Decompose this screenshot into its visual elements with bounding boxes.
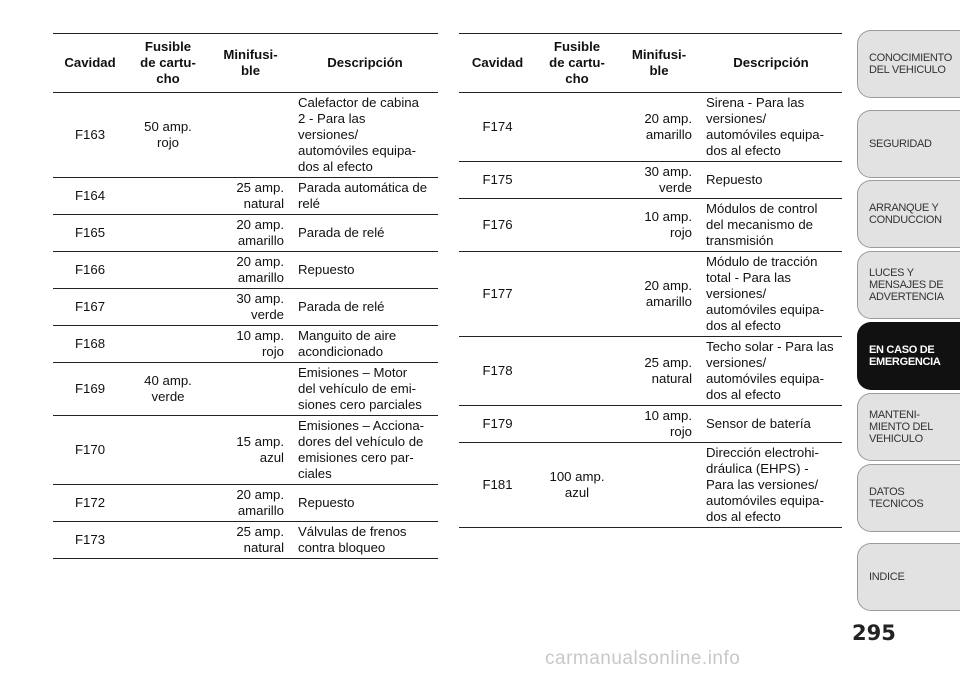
cell-fusible-cartucho xyxy=(536,93,618,162)
page-number: 295 xyxy=(852,621,896,645)
cell-minifusible: 20 amp. amarillo xyxy=(618,93,700,162)
watermark: carmanualsonline.info xyxy=(545,648,741,669)
cell-cavidad: F173 xyxy=(53,522,127,559)
tab-luces-y[interactable]: LUCES Y MENSAJES DE ADVERTENCIA xyxy=(857,251,960,319)
cell-minifusible: 10 amp. rojo xyxy=(618,199,700,252)
cell-cavidad: F167 xyxy=(53,289,127,326)
cell-fusible-cartucho xyxy=(127,416,209,485)
table-row xyxy=(459,199,842,252)
cell-cavidad: F177 xyxy=(459,252,536,337)
cell-cavidad: F165 xyxy=(53,215,127,252)
cell-descripcion: Emisiones – Motor del vehículo de emi- siones cero parciales xyxy=(292,363,438,416)
table-row xyxy=(53,485,438,522)
table-header-row xyxy=(459,34,842,93)
cell-cavidad: F174 xyxy=(459,93,536,162)
cell-fusible-cartucho xyxy=(536,406,618,443)
table-row xyxy=(459,443,842,528)
fuse-table-left xyxy=(53,33,438,559)
cell-minifusible: 15 amp. azul xyxy=(209,416,292,485)
cell-fusible-cartucho xyxy=(127,178,209,215)
cell-minifusible: 20 amp. amarillo xyxy=(618,252,700,337)
header-fusible-cartucho: Fusible de cartu- cho xyxy=(127,34,209,93)
cell-fusible-cartucho: 50 amp. rojo xyxy=(127,93,209,178)
cell-descripcion: Parada de relé xyxy=(292,289,438,326)
cell-descripcion: Repuesto xyxy=(292,252,438,289)
cell-cavidad: F178 xyxy=(459,337,536,406)
cell-fusible-cartucho: 100 amp. azul xyxy=(536,443,618,528)
cell-descripcion: Dirección electrohi- dráulica (EHPS) - Para las versiones/ automóviles equipa- dos al efecto xyxy=(700,443,842,528)
cell-descripcion: Módulos de control del mecanismo de transmisión xyxy=(700,199,842,252)
table-row xyxy=(459,93,842,162)
table-row xyxy=(459,252,842,337)
cell-cavidad: F168 xyxy=(53,326,127,363)
cell-fusible-cartucho xyxy=(536,199,618,252)
cell-fusible-cartucho xyxy=(127,252,209,289)
header-minifusible: Minifusi- ble xyxy=(618,34,700,93)
table-row xyxy=(53,93,438,178)
cell-cavidad: F179 xyxy=(459,406,536,443)
tab-datos[interactable]: DATOS TECNICOS xyxy=(857,464,960,532)
table-row xyxy=(53,326,438,363)
cell-minifusible xyxy=(209,93,292,178)
tab-manteni[interactable]: MANTENI- MIENTO DEL VEHICULO xyxy=(857,393,960,461)
tab-conocimiento[interactable]: CONOCIMIENTO DEL VEHICULO xyxy=(857,30,960,98)
tab-en-caso-de[interactable]: EN CASO DE EMERGENCIA xyxy=(857,322,960,390)
cell-cavidad: F164 xyxy=(53,178,127,215)
header-minifusible: Minifusi- ble xyxy=(209,34,292,93)
cell-fusible-cartucho xyxy=(536,162,618,199)
cell-fusible-cartucho xyxy=(127,485,209,522)
cell-fusible-cartucho xyxy=(127,522,209,559)
table-row xyxy=(53,522,438,559)
header-descripcion: Descripción xyxy=(292,34,438,93)
cell-descripcion: Emisiones – Acciona- dores del vehículo de emisiones cero par- ciales xyxy=(292,416,438,485)
table-row xyxy=(53,252,438,289)
table-row xyxy=(53,289,438,326)
cell-fusible-cartucho xyxy=(127,289,209,326)
table-header-row xyxy=(53,34,438,93)
cell-cavidad: F169 xyxy=(53,363,127,416)
cell-minifusible: 10 amp. rojo xyxy=(209,326,292,363)
cell-minifusible: 20 amp. amarillo xyxy=(209,252,292,289)
cell-fusible-cartucho xyxy=(536,252,618,337)
header-descripcion: Descripción xyxy=(700,34,842,93)
cell-fusible-cartucho xyxy=(536,337,618,406)
fuse-table-right xyxy=(459,33,842,528)
cell-descripcion: Módulo de tracción total - Para las versiones/ automóviles equipa- dos al efecto xyxy=(700,252,842,337)
cell-descripcion: Repuesto xyxy=(292,485,438,522)
cell-cavidad: F176 xyxy=(459,199,536,252)
cell-cavidad: F175 xyxy=(459,162,536,199)
table-row xyxy=(53,178,438,215)
table-row xyxy=(459,406,842,443)
cell-descripcion: Parada de relé xyxy=(292,215,438,252)
cell-minifusible xyxy=(209,363,292,416)
cell-fusible-cartucho xyxy=(127,215,209,252)
tab-arranque-y[interactable]: ARRANQUE Y CONDUCCION xyxy=(857,180,960,248)
cell-minifusible: 25 amp. natural xyxy=(209,178,292,215)
tab-indice[interactable]: INDICE xyxy=(857,543,960,611)
cell-fusible-cartucho xyxy=(127,326,209,363)
table-row xyxy=(53,215,438,252)
cell-cavidad: F172 xyxy=(53,485,127,522)
cell-descripcion: Calefactor de cabina 2 - Para las versiones/ automóviles equipa- dos al efecto xyxy=(292,93,438,178)
cell-minifusible: 25 amp. natural xyxy=(209,522,292,559)
cell-cavidad: F166 xyxy=(53,252,127,289)
cell-descripcion: Repuesto xyxy=(700,162,842,199)
cell-cavidad: F170 xyxy=(53,416,127,485)
header-cavidad: Cavidad xyxy=(459,34,536,93)
tab-seguridad[interactable]: SEGURIDAD xyxy=(857,110,960,178)
cell-descripcion: Sensor de batería xyxy=(700,406,842,443)
cell-descripcion: Techo solar - Para las versiones/ automóviles equipa- dos al efecto xyxy=(700,337,842,406)
cell-minifusible: 20 amp. amarillo xyxy=(209,485,292,522)
cell-descripcion: Sirena - Para las versiones/ automóviles equipa- dos al efecto xyxy=(700,93,842,162)
table-row xyxy=(53,416,438,485)
cell-cavidad: F163 xyxy=(53,93,127,178)
cell-descripcion: Manguito de aire acondicionado xyxy=(292,326,438,363)
cell-fusible-cartucho: 40 amp. verde xyxy=(127,363,209,416)
cell-minifusible xyxy=(618,443,700,528)
cell-minifusible: 30 amp. verde xyxy=(209,289,292,326)
cell-minifusible: 25 amp. natural xyxy=(618,337,700,406)
table-row xyxy=(459,162,842,199)
table-row xyxy=(53,363,438,416)
cell-descripcion: Parada automática de relé xyxy=(292,178,438,215)
header-fusible-cartucho: Fusible de cartu- cho xyxy=(536,34,618,93)
cell-descripcion: Válvulas de frenos contra bloqueo xyxy=(292,522,438,559)
cell-minifusible: 10 amp. rojo xyxy=(618,406,700,443)
cell-minifusible: 30 amp. verde xyxy=(618,162,700,199)
table-row xyxy=(459,337,842,406)
cell-minifusible: 20 amp. amarillo xyxy=(209,215,292,252)
header-cavidad: Cavidad xyxy=(53,34,127,93)
cell-cavidad: F181 xyxy=(459,443,536,528)
